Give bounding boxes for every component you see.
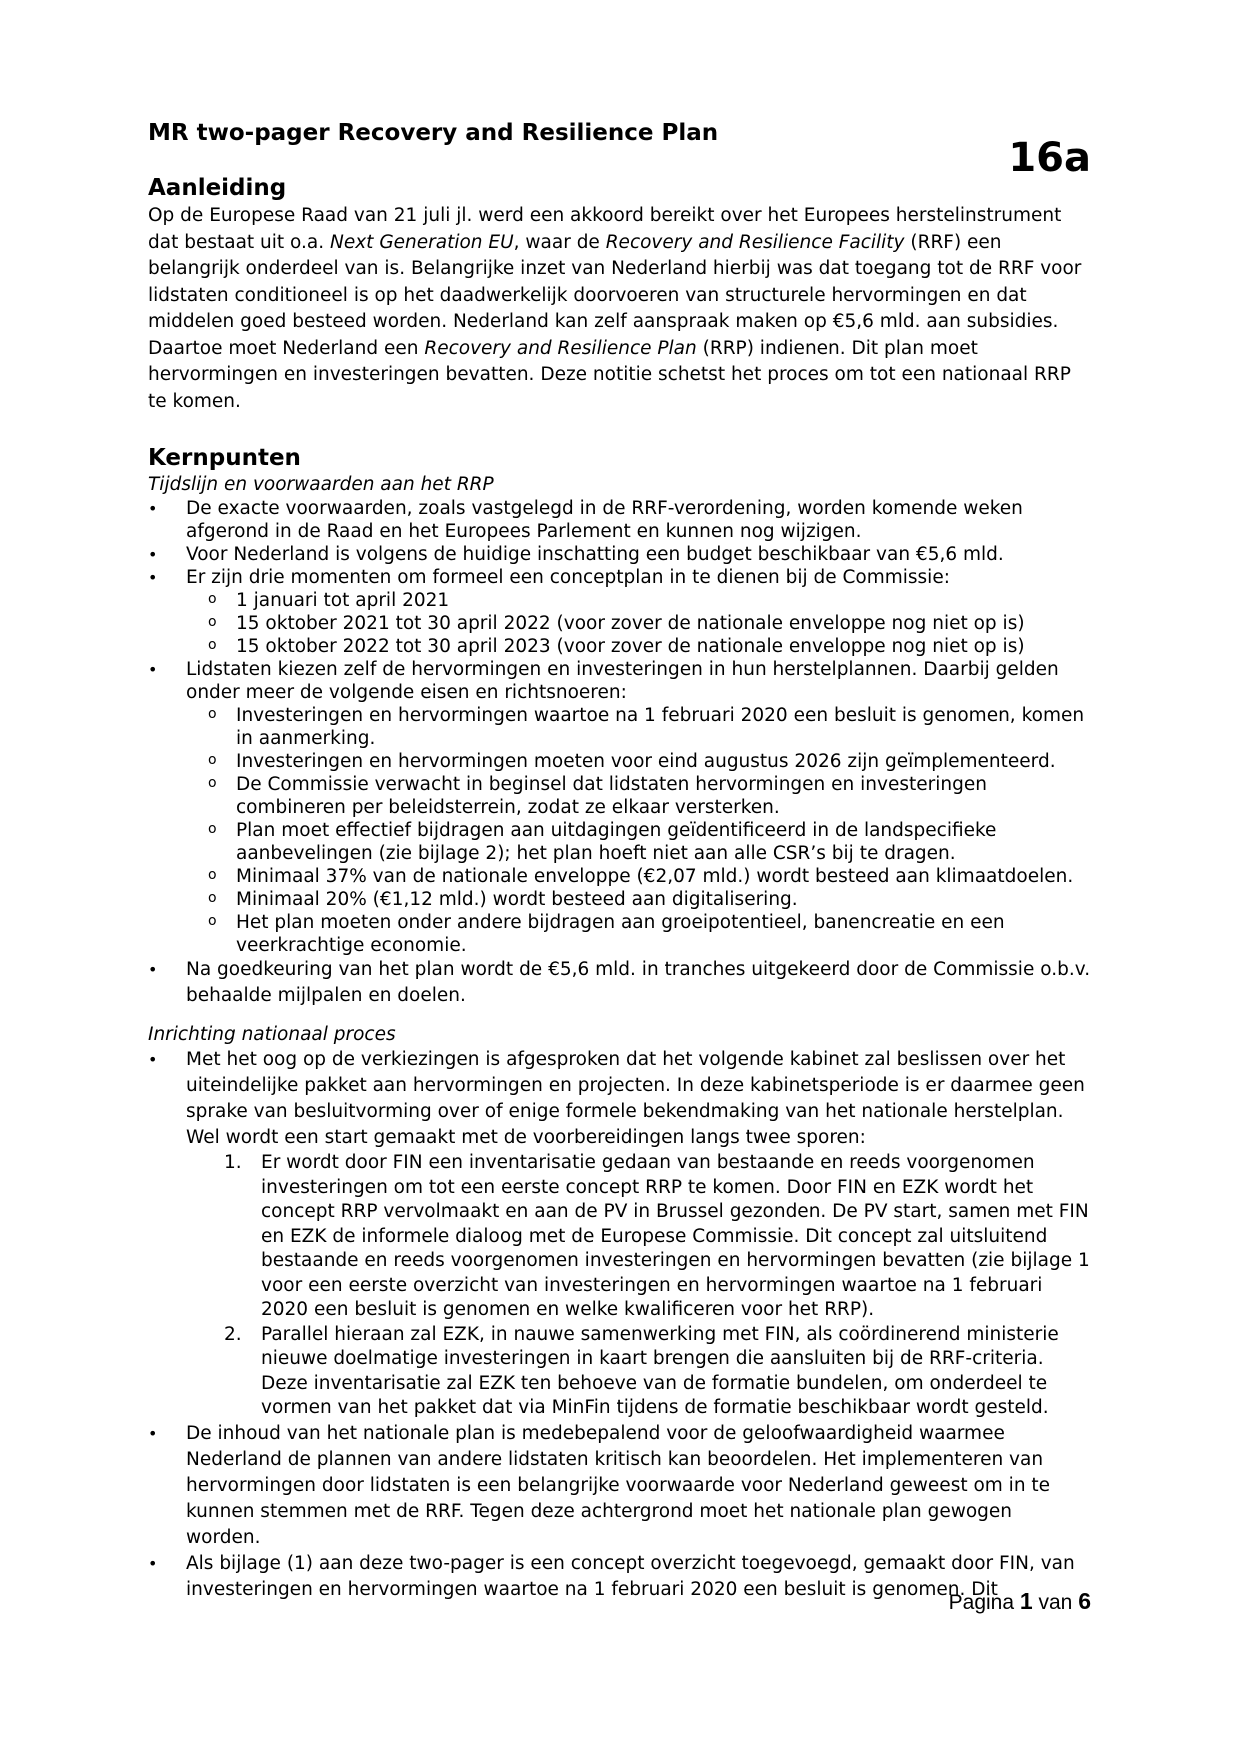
document-title: MR two-pager Recovery and Resilience Plan xyxy=(148,120,719,146)
list-item: • Voor Nederland is volgens de huidige inschatting een budget beschikbaar van €5,6 mld. xyxy=(148,543,1092,566)
heading-aanleiding: Aanleiding xyxy=(148,175,287,201)
list-item: o Het plan moeten onder andere bijdragen aan groeipotentieel, banencreatie en een veerkrachtige economie. xyxy=(186,911,1092,957)
document-number: 16a xyxy=(1008,135,1091,181)
list-item: o 15 oktober 2022 tot 30 april 2023 (voor zover de nationale enveloppe nog niet op is) xyxy=(186,635,1092,658)
intro-paragraph: Op de Europese Raad van 21 juli jl. werd een akkoord bereikt over het Europees herstelinstrument dat bestaat uit o.a. Next Generation EU, waar de Recovery and Resilience Facility (RRF) een belangrijk onderdeel van is. Belangrijke inzet van Nederland hierbij was dat toegang tot de RRF voor lidstaten conditioneel is op het daadwerkelijk doorvoeren van structurele hervormingen en dat middelen goed besteed worden. Nederland kan zelf aanspraak maken op €5,6 mld. aan subsidies. Daartoe moet Nederland een Recovery and Resilience Plan (RRP) indienen. Dit plan moet hervormingen en investeringen bevatten. Deze notitie schetst het proces om tot een nationaal RRP te komen. xyxy=(148,205,1082,412)
subheading-nationaal-proces: Inrichting nationaal proces xyxy=(148,1024,396,1045)
list-item: 1. Er wordt door FIN een inventarisatie gedaan van bestaande en reeds voorgenomen investeringen om tot een eerste concept RRP te komen. Door FIN en EZK wordt het concept RRP vervolmaakt en aan de PV in Brussel gezonden. De PV start, samen met FIN en EZK de informele dialoog met de Europese Commissie. Dit concept zal uitsluitend bestaande en reeds voorgenomen investeringen en hervormingen bevatten (zie bijlage 1 voor een eerste overzicht van investeringen en hervormingen waartoe na 1 februari 2020 een besluit is genomen en welke kwalificeren voor het RRP). xyxy=(224,1152,1090,1320)
list-item: o Plan moet effectief bijdragen aan uitdagingen geïdentificeerd in de landspecifieke aanbevelingen (zie bijlage 2); het plan hoeft niet aan alle CSR’s bij te dragen. xyxy=(186,819,1092,865)
requirements-list xyxy=(186,704,1092,957)
list-item: o Investeringen en hervormingen waartoe na 1 februari 2020 een besluit is genomen, komen in aanmerking. xyxy=(186,704,1092,750)
kernpunten-list xyxy=(148,497,1092,1009)
list-item: o Minimaal 20% (€1,12 mld.) wordt besteed aan digitalisering. xyxy=(186,888,1092,911)
proces-list xyxy=(148,1047,1092,1603)
moments-list xyxy=(186,589,1092,658)
page-footer: Pagina 1 van 6 xyxy=(948,1588,1091,1614)
list-item: o Investeringen en hervormingen moeten voor eind augustus 2026 zijn geïmplementeerd. xyxy=(186,750,1092,773)
list-item: • Als bijlage (1) aan deze two-pager is een concept overzicht toegevoegd, gemaakt door FIN, van investeringen en hervormingen waartoe na 1 februari 2020 een besluit is genomen. Dit xyxy=(148,1551,1092,1603)
list-item: • Lidstaten kiezen zelf de hervormingen en investeringen in hun herstelplannen. Daarbij gelden onder meer de volgende eisen en richtsnoeren: o Investeringen en hervormingen waartoe na 1 februari 2020 een besluit is genomen, komen in aanmerking. o Investeringen en hervormingen moeten voor eind augustus 2026 zijn geïmplementeerd. o De Commissie verwacht in beginsel dat lidstaten hervormingen en investeringen combineren per beleidsterrein, zodat ze elkaar versterken. o Plan moet effectief bijdragen aan uitdagingen geïdentificeerd in de landspecifieke aanbevelingen (zie bijlage 2); het plan hoeft niet aan alle CSR’s bij te dragen. o Minimaal 37% van de nationale enveloppe (€2,07 mld.) wordt besteed aan klimaatdoelen. o Minimaal 20% (€1,12 mld.) wordt besteed aan digitalisering. o Het plan moeten onder andere bijdragen aan groeipotentieel, banencreatie en een veerkrachtige economie. xyxy=(148,658,1092,957)
list-item: o 15 oktober 2021 tot 30 april 2022 (voor zover de nationale enveloppe nog niet op is) xyxy=(186,612,1092,635)
tracks-list xyxy=(186,1151,1092,1421)
list-item: o 1 januari tot april 2021 xyxy=(186,589,1092,612)
list-item: o De Commissie verwacht in beginsel dat lidstaten hervormingen en investeringen combineren per beleidsterrein, zodat ze elkaar versterken. xyxy=(186,773,1092,819)
list-item: • Met het oog op de verkiezingen is afgesproken dat het volgende kabinet zal beslissen over het uiteindelijke pakket aan hervormingen en projecten. In deze kabinetsperiode is er daarmee geen sprake van besluitvorming over of enige formele bekendmaking van het nationale herstelplan. Wel wordt een start gemaakt met de voorbereidingen langs twee sporen: 1. Er wordt door FIN een inventarisatie gedaan van bestaande en reeds voorgenomen investeringen om tot een eerste concept RRP te komen. Door FIN en EZK wordt het concept RRP vervolmaakt en aan de PV in Brussel gezonden. De PV start, samen met FIN en EZK de informele dialoog met de Europese Commissie. Dit concept zal uitsluitend bestaande en reeds voorgenomen investeringen en hervormingen bevatten (zie bijlage 1 voor een eerste overzicht van investeringen en hervormingen waartoe na 1 februari 2020 een besluit is genomen en welke kwalificeren voor het RRP). 2. Parallel hieraan zal EZK, in nauwe samenwerking met FIN, als coördinerend ministerie nieuwe doelmatige investeringen in kaart brengen die aansluiten bij de RRF-criteria. Deze inventarisatie zal EZK ten behoeve van de formatie bundelen, om onderdeel te vormen van het pakket dat via MinFin tijdens de formatie beschikbaar wordt gesteld. xyxy=(148,1047,1092,1421)
list-item: • Er zijn drie momenten om formeel een conceptplan in te dienen bij de Commissie: o 1 januari tot april 2021 o 15 oktober 2021 tot 30 april 2022 (voor zover de nationale enveloppe nog niet op is) o 15 oktober 2022 tot 30 april 2023 (voor zover de nationale enveloppe nog niet op is) xyxy=(148,566,1092,658)
list-item: 2. Parallel hieraan zal EZK, in nauwe samenwerking met FIN, als coördinerend ministerie nieuwe doelmatige investeringen in kaart brengen die aansluiten bij de RRF-criteria. Deze inventarisatie zal EZK ten behoeve van de formatie bundelen, om onderdeel te vormen van het pakket dat via MinFin tijdens de formatie beschikbaar wordt gesteld. xyxy=(224,1323,1059,1418)
heading-kernpunten: Kernpunten xyxy=(148,445,301,471)
page-number: 1 xyxy=(1019,1588,1033,1614)
list-item: • De inhoud van het nationale plan is medebepalend voor de geloofwaardigheid waarmee Nederland de plannen van andere lidstaten kritisch kan beoordelen. Het implementeren van hervormingen door lidstaten is een belangrijke voorwaarde voor Nederland geweest om in te kunnen stemmen met de RRF. Tegen deze achtergrond moet het nationale plan gewogen worden. xyxy=(148,1421,1092,1551)
list-item: • De exacte voorwaarden, zoals vastgelegd in de RRF-verordening, worden komende weken afgerond in de Raad en het Europees Parlement en kunnen nog wijzigen. xyxy=(148,497,1092,543)
list-item: o Minimaal 37% van de nationale enveloppe (€2,07 mld.) wordt besteed aan klimaatdoelen. xyxy=(186,865,1092,888)
list-item: • Na goedkeuring van het plan wordt de €5,6 mld. in tranches uitgekeerd door de Commissie o.b.v. behaalde mijlpalen en doelen. xyxy=(148,957,1092,1009)
document-page xyxy=(148,118,1092,1603)
subheading-tijdslijn: Tijdslijn en voorwaarden aan het RRP xyxy=(148,474,494,495)
page-total: 6 xyxy=(1078,1588,1091,1614)
